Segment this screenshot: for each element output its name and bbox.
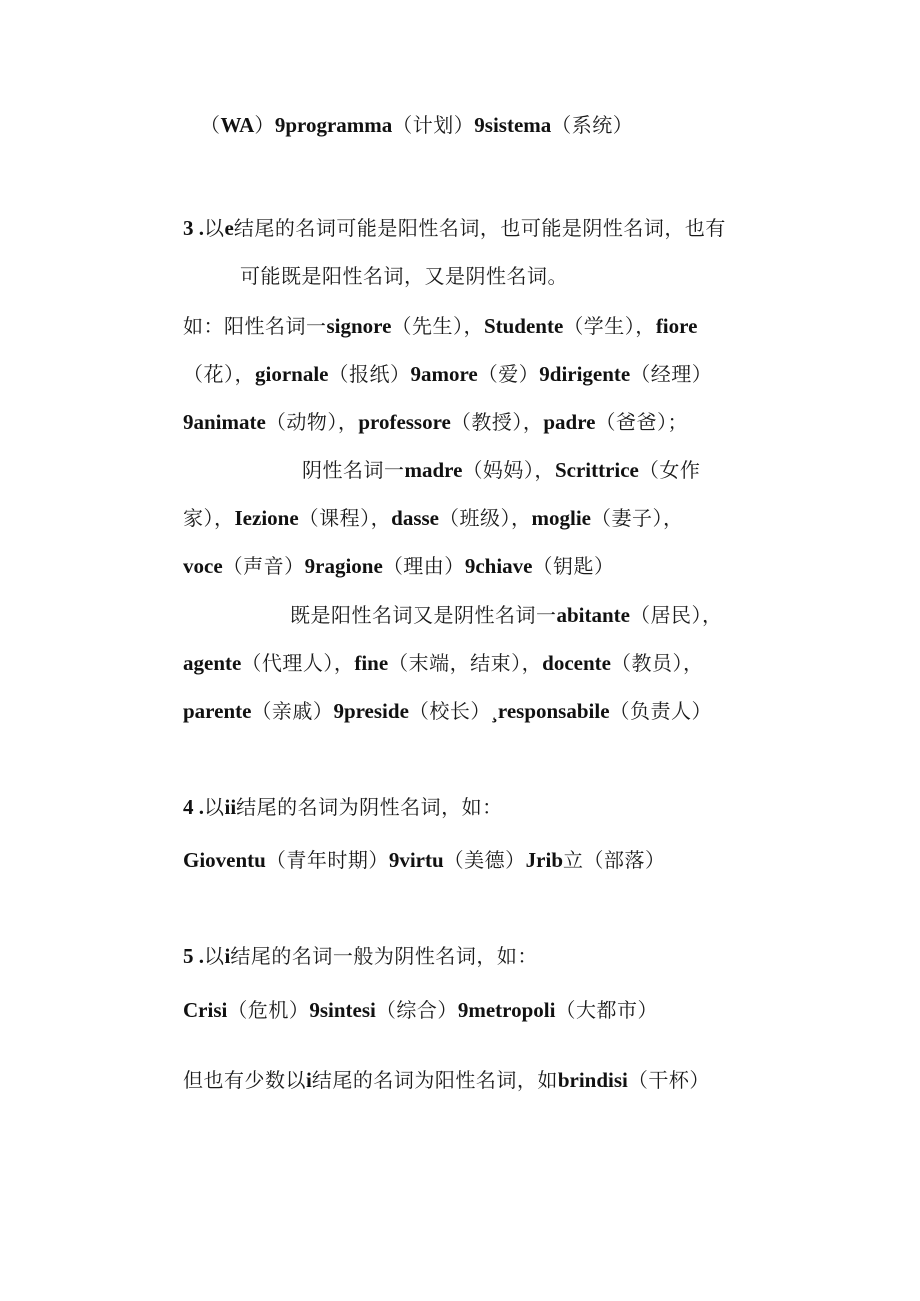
- text-line-2: [183, 213, 726, 243]
- latin-term-6-5: padre: [543, 410, 596, 434]
- text-line-10: [290, 600, 723, 630]
- text-line-15: [183, 941, 538, 971]
- latin-term-1-6: 9sistema: [474, 113, 552, 137]
- chinese-text-8-1: 家），: [183, 506, 235, 530]
- chinese-text-12-6: （负责人）: [609, 699, 713, 723]
- text-line-14: [183, 845, 666, 875]
- chinese-text-16-4: （综合）: [375, 998, 458, 1022]
- latin-term-12-3: 9preside: [333, 699, 409, 723]
- chinese-text-10-1: 既是阳性名词又是阴性名词一: [290, 603, 557, 627]
- latin-term-17-2: i: [306, 1068, 312, 1092]
- chinese-text-17-5: （干杯）: [627, 1068, 710, 1092]
- latin-term-6-3: professore: [358, 410, 451, 434]
- chinese-text-9-6: （钥匙）: [532, 554, 615, 578]
- text-line-12: [183, 696, 712, 726]
- chinese-text-7-1: 阴性名词一: [302, 458, 405, 482]
- chinese-text-14-6: 立（部落）: [563, 848, 666, 872]
- latin-term-14-5: Jrib: [525, 848, 564, 872]
- latin-term-9-5: 9chiave: [464, 554, 533, 578]
- latin-term-5-2: giornale: [255, 362, 329, 386]
- chinese-text-11-6: （教员），: [610, 651, 704, 675]
- text-line-7: [302, 455, 700, 485]
- chinese-text-8-5: （班级），: [439, 506, 532, 530]
- latin-term-16-5: 9metropoli: [457, 998, 556, 1022]
- chinese-text-7-3: （妈妈），: [462, 458, 555, 482]
- latin-term-11-3: fine: [354, 651, 389, 675]
- chinese-text-17-1: 但也有少数以: [183, 1068, 306, 1092]
- text-line-1: [200, 110, 633, 140]
- chinese-text-5-5: （爱）: [477, 362, 540, 386]
- text-line-4: [183, 311, 697, 341]
- latin-term-11-5: docente: [542, 651, 611, 675]
- latin-term-5-6: 9dirigente: [539, 362, 631, 386]
- text-line-5: [183, 359, 712, 389]
- chinese-text-14-4: （美德）: [443, 848, 526, 872]
- latin-term-10-2: abitante: [556, 603, 630, 627]
- chinese-text-10-3: （居民），: [630, 603, 723, 627]
- text-line-3: [240, 261, 568, 291]
- latin-term-12-5: ¸responsabile: [490, 699, 610, 723]
- latin-term-8-6: moglie: [531, 506, 591, 530]
- chinese-text-14-2: （青年时期）: [265, 848, 389, 872]
- latin-term-13-3: ii: [224, 795, 237, 819]
- text-line-8: [183, 503, 684, 533]
- chinese-text-4-3: （先生），: [391, 314, 484, 338]
- latin-term-11-1: agente: [183, 651, 242, 675]
- latin-term-16-1: Crisi: [183, 998, 228, 1022]
- chinese-text-5-7: （经理）: [630, 362, 713, 386]
- latin-term-6-1: 9animate: [183, 410, 266, 434]
- latin-term-14-1: Gioventu: [183, 848, 266, 872]
- latin-term-15-1: 5 .: [183, 944, 204, 968]
- chinese-text-9-2: （声音）: [222, 554, 305, 578]
- chinese-text-1-1: （: [200, 113, 221, 137]
- chinese-text-16-6: （大都市）: [555, 998, 658, 1022]
- chinese-text-8-7: （妻子），: [591, 506, 684, 530]
- chinese-text-11-4: （末端，结束），: [388, 651, 543, 675]
- text-line-16: [183, 995, 658, 1025]
- latin-term-2-1: 3 .: [183, 216, 204, 240]
- chinese-text-15-4: 结尾的名词一般为阴性名词，如：: [230, 944, 538, 968]
- latin-term-8-2: Iezione: [234, 506, 299, 530]
- chinese-text-6-2: （动物），: [265, 410, 359, 434]
- text-line-11: [183, 648, 703, 678]
- chinese-text-2-4: 结尾的名词可能是阳性名词，也可能是阴性名词，也有: [233, 216, 726, 240]
- chinese-text-6-4: （教授），: [450, 410, 544, 434]
- chinese-text-4-5: （学生），: [563, 314, 656, 338]
- chinese-text-8-3: （课程），: [298, 506, 392, 530]
- chinese-text-2-2: 以: [204, 216, 225, 240]
- latin-term-17-4: brindisi: [557, 1068, 628, 1092]
- latin-term-1-2: WA: [220, 113, 255, 137]
- latin-term-8-4: dasse: [391, 506, 440, 530]
- latin-term-12-1: parente: [183, 699, 252, 723]
- chinese-text-12-4: （校长）: [408, 699, 491, 723]
- chinese-text-1-3: ）: [254, 113, 275, 137]
- latin-term-9-1: voce: [183, 554, 223, 578]
- latin-term-2-3: e: [224, 216, 234, 240]
- chinese-text-16-2: （危机）: [227, 998, 310, 1022]
- latin-term-9-3: 9ragione: [304, 554, 383, 578]
- chinese-text-4-1: 如：阳性名词一: [183, 314, 327, 338]
- latin-term-13-1: 4 .: [183, 795, 204, 819]
- latin-term-7-2: madre: [404, 458, 463, 482]
- chinese-text-11-2: （代理人），: [241, 651, 355, 675]
- latin-term-4-6: fiore: [655, 314, 698, 338]
- chinese-text-13-2: 以: [204, 795, 225, 819]
- latin-term-7-4: Scrittrice: [554, 458, 639, 482]
- text-line-17: [183, 1065, 710, 1095]
- text-line-9: [183, 551, 614, 581]
- latin-term-4-4: Studente: [483, 314, 564, 338]
- chinese-text-7-5: （女作: [638, 458, 701, 482]
- latin-term-1-4: 9programma: [274, 113, 393, 137]
- latin-term-15-3: i: [224, 944, 231, 968]
- chinese-text-9-4: （理由）: [382, 554, 465, 578]
- chinese-text-17-3: 结尾的名词为阳性名词，如: [311, 1068, 558, 1092]
- chinese-text-1-7: （系统）: [551, 113, 634, 137]
- chinese-text-3-1: 可能既是阳性名词，又是阴性名词。: [240, 264, 568, 288]
- chinese-text-1-5: （计划）: [392, 113, 475, 137]
- chinese-text-5-1: （花），: [183, 362, 255, 386]
- latin-term-16-3: 9sintesi: [309, 998, 376, 1022]
- chinese-text-15-2: 以: [204, 944, 225, 968]
- chinese-text-12-2: （亲戚）: [251, 699, 334, 723]
- chinese-text-13-4: 结尾的名词为阴性名词，如：: [236, 795, 503, 819]
- latin-term-5-4: 9amore: [410, 362, 478, 386]
- text-line-6: [183, 407, 688, 437]
- latin-term-14-3: 9virtu: [388, 848, 444, 872]
- text-line-13: [183, 792, 503, 822]
- chinese-text-5-3: （报纸）: [328, 362, 411, 386]
- latin-term-4-2: signore: [326, 314, 392, 338]
- chinese-text-6-6: （爸爸）；: [595, 410, 688, 434]
